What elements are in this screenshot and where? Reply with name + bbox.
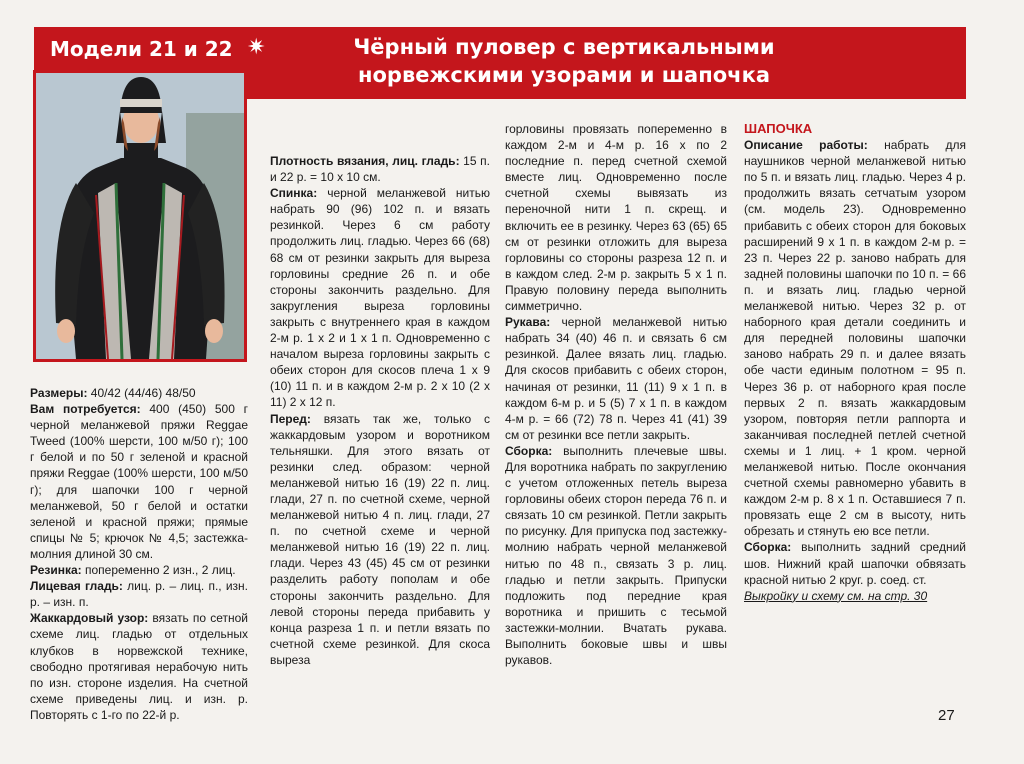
jacquard-label: Жаккардовый узор: <box>30 611 149 626</box>
sizes-label: Размеры: <box>30 386 88 400</box>
rib-paragraph <box>30 562 248 578</box>
model-photo <box>33 70 247 362</box>
page-title <box>279 33 849 89</box>
pattern-reference-link[interactable]: Выкройку и схему см. на стр. 30 <box>744 588 928 603</box>
models-label: Модели 21 и 22 <box>50 37 233 61</box>
rib-text: попеременно 2 изн., 2 лиц. <box>81 563 236 578</box>
sleeves-text: черной меланжевой нитью набрать 34 (40) 46 п. и связать 6 см резинкой. Далее вязать лиц. гладью. Для скосов прибавить с обеих сторон, начиная от резинки, 11 (11) 9 х 1 п. в каждом 6-м р. и 5 (5) 7 х 1 п. в каждом 4-м р. = 66 (72) 78 п. Через 41 (41) 39 см от резинки все петли закрыть. <box>505 315 727 442</box>
front-text: вязать так же, только с жаккардовым узором и воротником тельняшки. Для этого вязать от резинки след. образом: черной меланжевой нитью 16 (19) 22 п. лиц. глади, 27 п. по счетной схеме, черной меланжевой нитью 4 п. лиц. глади, 27 п. по счетной схеме и черной меланжевой нитью 16 (19) 22 п. лиц. глади. Через 43 (45) 45 см от резинки разделить работу пополам и обе стороны закончить раздельно. Для левой стороны переда прибавить у конца разреза 1 п. и петли вязать по счетной схеме резинкой. Для скоса выреза <box>270 411 490 667</box>
density-paragraph <box>270 153 490 185</box>
hat-description-paragraph <box>744 137 966 539</box>
sleeves-paragraph <box>505 314 727 443</box>
stockinette-label: Лицевая гладь: <box>30 579 123 594</box>
hat-section-title: ШАПОЧКА <box>744 121 813 136</box>
back-label: Спинка: <box>270 186 318 201</box>
column-2 <box>270 121 490 668</box>
assembly-text: выполнить плечевые швы. Для воротника набрать по закруглению с учетом отложенных петель выреза горловины обеих сторон переда 76 п. и связать 10 см резинкой. Петли закрыть по рисунку. Для припуска под застежку-молнию набрать черной меланжевой нитью по 48 п., связать 3 р. лиц. гладью и петли закрыть. Припуски подложить под передние края воротника и пришить с тесьмой застежки-молнии. Вчатать рукава. Выполнить боковые швы и швы рукавов. <box>505 443 727 668</box>
stockinette-paragraph <box>30 578 248 610</box>
rib-label: Резинка: <box>30 563 82 578</box>
density-text: 15 п. и 22 р. = 10 х 10 см. <box>270 154 490 185</box>
model-illustration <box>36 73 244 359</box>
jacquard-paragraph <box>30 610 248 723</box>
back-text: черной меланжевой нитью набрать 90 (96) 102 п. и вязать резинкой. Через 6 см работу продолжить лиц. гладью. Через 66 (68) 68 см от резинки закрыть для выреза горловины средние 26 п. и обе стороны закончить раздельно. Для закругления выреза горловины закрыть с внутреннего края в каждом 2-м р. 1 х 2 и 1 х 1 п. Одновременно с началом выреза горловины закрыть с обеих сторон для скосов плеча 1 х 9 (10) 11 п. и в каждом 2-м р. 2 х 10 (2 х 11) 2 х 12 п. <box>270 186 490 410</box>
page-number: 27 <box>938 707 955 724</box>
title-line-2: норвежскими узорами и шапочка <box>358 63 770 87</box>
materials-text: 400 (450) 500 г черной меланжевой пряжи Reggae Tweed (100% шерсти, 100 м/50 г); 100 г белой и по 50 г зеленой и красной пряжи Reggae (100% шерсти, 100 м/50 г); для шапочки 100 г черной меланжевой, 50 г белой и остатки зеленой и красной пряжи; прямые спицы № 5; крючок № 4,5; застежка-молния длиной 30 см. <box>30 402 248 561</box>
title-line-1: Чёрный пуловер с вертикальными <box>353 35 775 59</box>
materials-label: Вам потребуется: <box>30 402 141 417</box>
star-icon: ✷ <box>247 35 266 60</box>
column-1 <box>30 385 248 723</box>
front-paragraph-continued: горловины провязать попеременно в каждом 2-м и 4-м р. 16 х по 2 последние п. перед счетной схемой вместе лиц. Одновременно после счетной схемы вывязать из переночной нити 1 п. скрещ. и включить ее в резинку. Через 63 (65) 65 см от резинки отложить для выреза горловины со стороны разреза 12 п. и в каждом след. 2-м р. закрыть 5 х 1 п. Правую половину переда выполнить симметрично. <box>505 122 727 314</box>
jacquard-text: вязать по сетной схеме лиц. гладью от отдельных клубков в норвежской технике, свободно протягивая нерабочую нить по изн. стороне изделия. На счетной схеме приведены лиц. и изн. р. Повторять с 1-го по 22-й р. <box>30 611 248 722</box>
column-4 <box>744 121 966 604</box>
hat-assembly-text: выполнить задний средний шов. Нижний край шапочки обвязать красной нитью 2 круг. р. соед. ст. <box>744 540 966 587</box>
front-paragraph <box>270 411 490 669</box>
assembly-paragraph <box>505 443 727 668</box>
hat-assembly-label: Сборка: <box>744 540 792 555</box>
back-paragraph <box>270 185 490 410</box>
assembly-label: Сборка: <box>505 443 553 458</box>
hat-assembly-paragraph <box>744 539 966 587</box>
column-3 <box>505 121 727 668</box>
sizes-paragraph <box>30 385 248 401</box>
sizes-text: 40/42 (44/46) 48/50 <box>87 386 196 400</box>
stockinette-text: лиц. р. – лиц. п., изн. р. – изн. п. <box>30 579 249 610</box>
density-label: Плотность вязания, лиц. гладь: <box>270 154 460 168</box>
front-label: Перед: <box>270 411 311 426</box>
sleeves-label: Рукава: <box>505 315 551 330</box>
hat-description-text: набрать для наушников черной меланжевой нитью по 5 п. и вязать лиц. гладью. Через 4 р. продолжить вязать сетчатым узором (см. модель 23). Одновременно прибавить с обеих сторон для боковых расширений 9 х 1 п. в каждом 2-м р. = 23 п. Через 22 р. заново набрать для задней половины шапочки по 10 п. = 66 п. и вязать лиц. гладью черной меланжевой нитью. Через 32 р. от наборного края детали соединить и для передней половины шапочки заново набрать 29 п. и далее вязать обе части единым полотном = 95 п. Через 36 р. от наборного края после первых 2 п. вязать жаккардовым узором, повторяя петли раппорта и заканчивая последней петлей счетной схемы и 1 лиц. + 1 кром. черной меланжевой нитью. После окончания счетной схемы равномерно убавить в каждом 2-м р. 8 х 1 п. Оставшиеся 7 п. провязать еще 2 см в высоту, нить обрезать и стянуть ею все петли. <box>744 138 966 539</box>
materials-paragraph <box>30 401 248 562</box>
hat-description-label: Описание работы: <box>744 138 868 153</box>
